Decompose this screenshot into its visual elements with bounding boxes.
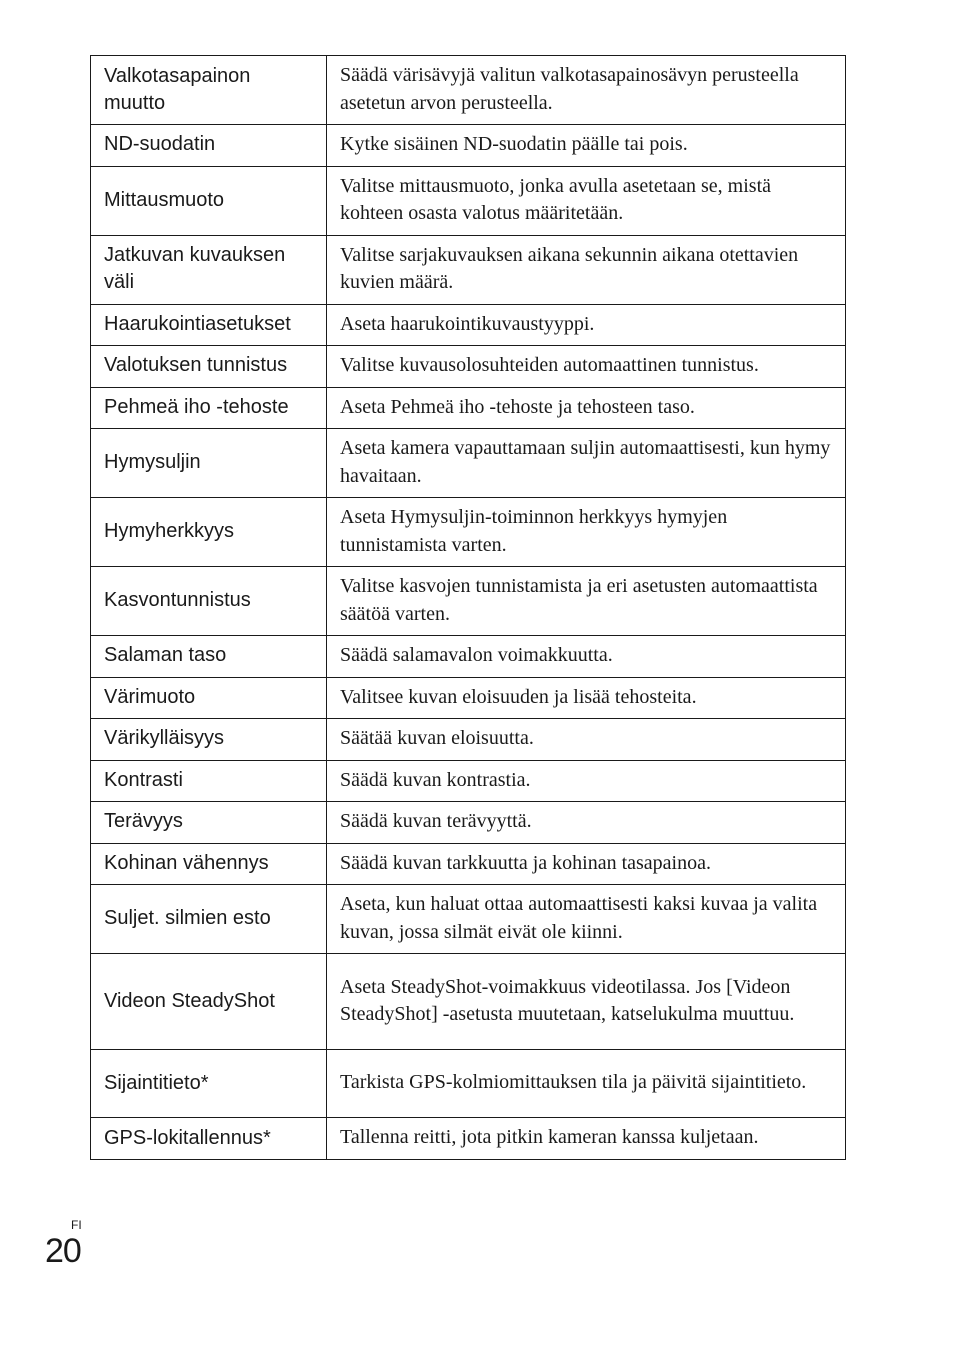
table-row bbox=[91, 760, 846, 802]
setting-description: Kytke sisäinen ND-suodatin päälle tai pois. bbox=[327, 125, 846, 167]
setting-description: Säädä värisävyjä valitun valkotasapainosävyn perusteella asetetun arvon perusteella. bbox=[327, 56, 846, 125]
table-row bbox=[91, 885, 846, 954]
setting-name: Hymyherkkyys bbox=[91, 498, 327, 567]
table-row bbox=[91, 304, 846, 346]
table-row bbox=[91, 387, 846, 429]
setting-name: Sijaintitieto* bbox=[91, 1050, 327, 1118]
setting-description: Aseta haarukointikuvaustyyppi. bbox=[327, 304, 846, 346]
table-row bbox=[91, 1050, 846, 1118]
setting-name: Terävyys bbox=[91, 802, 327, 844]
setting-description: Säätää kuvan eloisuutta. bbox=[327, 719, 846, 761]
table-row bbox=[91, 346, 846, 388]
setting-description: Tallenna reitti, jota pitkin kameran kanssa kuljetaan. bbox=[327, 1118, 846, 1160]
setting-name: Kontrasti bbox=[91, 760, 327, 802]
setting-name: Mittausmuoto bbox=[91, 166, 327, 235]
table-row bbox=[91, 954, 846, 1050]
setting-description: Aseta Pehmeä iho -tehoste ja tehosteen taso. bbox=[327, 387, 846, 429]
setting-name: Kohinan vähennys bbox=[91, 843, 327, 885]
setting-name: ND-suodatin bbox=[91, 125, 327, 167]
setting-description: Tarkista GPS-kolmiomittauksen tila ja päivitä sijaintitieto. bbox=[327, 1050, 846, 1118]
setting-name: Pehmeä iho -tehoste bbox=[91, 387, 327, 429]
settings-table bbox=[90, 55, 846, 1160]
setting-name: Hymysuljin bbox=[91, 429, 327, 498]
page-footer bbox=[45, 1218, 82, 1270]
setting-description: Valitse mittausmuoto, jonka avulla asetetaan se, mistä kohteen osasta valotus määritetään. bbox=[327, 166, 846, 235]
setting-description: Säädä kuvan terävyyttä. bbox=[327, 802, 846, 844]
table-row bbox=[91, 802, 846, 844]
table-row bbox=[91, 636, 846, 678]
table-row bbox=[91, 843, 846, 885]
setting-description: Säädä salamavalon voimakkuutta. bbox=[327, 636, 846, 678]
setting-description: Aseta Hymysuljin-toiminnon herkkyys hymyjen tunnistamista varten. bbox=[327, 498, 846, 567]
table-row bbox=[91, 567, 846, 636]
setting-name: Valotuksen tunnistus bbox=[91, 346, 327, 388]
language-code: FI bbox=[71, 1218, 82, 1232]
setting-description: Aseta SteadyShot-voimakkuus videotilassa. Jos [Videon SteadyShot] -asetusta muutetaan, katselukulma muuttuu. bbox=[327, 954, 846, 1050]
setting-description: Aseta, kun haluat ottaa automaattisesti kaksi kuvaa ja valita kuvan, jossa silmät eivät ole kiinni. bbox=[327, 885, 846, 954]
table-row bbox=[91, 125, 846, 167]
table-row bbox=[91, 56, 846, 125]
table-row bbox=[91, 677, 846, 719]
setting-description: Säädä kuvan kontrastia. bbox=[327, 760, 846, 802]
setting-name: Videon SteadyShot bbox=[91, 954, 327, 1050]
setting-name: Suljet. silmien esto bbox=[91, 885, 327, 954]
setting-name: Kasvontunnistus bbox=[91, 567, 327, 636]
setting-description: Valitse kuvausolosuhteiden automaattinen tunnistus. bbox=[327, 346, 846, 388]
table-row bbox=[91, 166, 846, 235]
setting-description: Valitse sarjakuvauksen aikana sekunnin aikana otettavien kuvien määrä. bbox=[327, 235, 846, 304]
setting-description: Säädä kuvan tarkkuutta ja kohinan tasapainoa. bbox=[327, 843, 846, 885]
setting-description: Valitsee kuvan eloisuuden ja lisää tehosteita. bbox=[327, 677, 846, 719]
setting-name: GPS-lokitallennus* bbox=[91, 1118, 327, 1160]
table-row bbox=[91, 498, 846, 567]
settings-table-body bbox=[91, 56, 846, 1160]
setting-name: Salaman taso bbox=[91, 636, 327, 678]
setting-name: Haarukointiasetukset bbox=[91, 304, 327, 346]
table-row bbox=[91, 1118, 846, 1160]
table-row bbox=[91, 235, 846, 304]
setting-description: Aseta kamera vapauttamaan suljin automaattisesti, kun hymy havaitaan. bbox=[327, 429, 846, 498]
setting-name: Värimuoto bbox=[91, 677, 327, 719]
setting-name: Värikylläisyys bbox=[91, 719, 327, 761]
page-number: 20 bbox=[45, 1232, 81, 1270]
table-row bbox=[91, 719, 846, 761]
setting-name: Valkotasapainon muutto bbox=[91, 56, 327, 125]
setting-name: Jatkuvan kuvauksen väli bbox=[91, 235, 327, 304]
setting-description: Valitse kasvojen tunnistamista ja eri asetusten automaattista säätöä varten. bbox=[327, 567, 846, 636]
table-row bbox=[91, 429, 846, 498]
